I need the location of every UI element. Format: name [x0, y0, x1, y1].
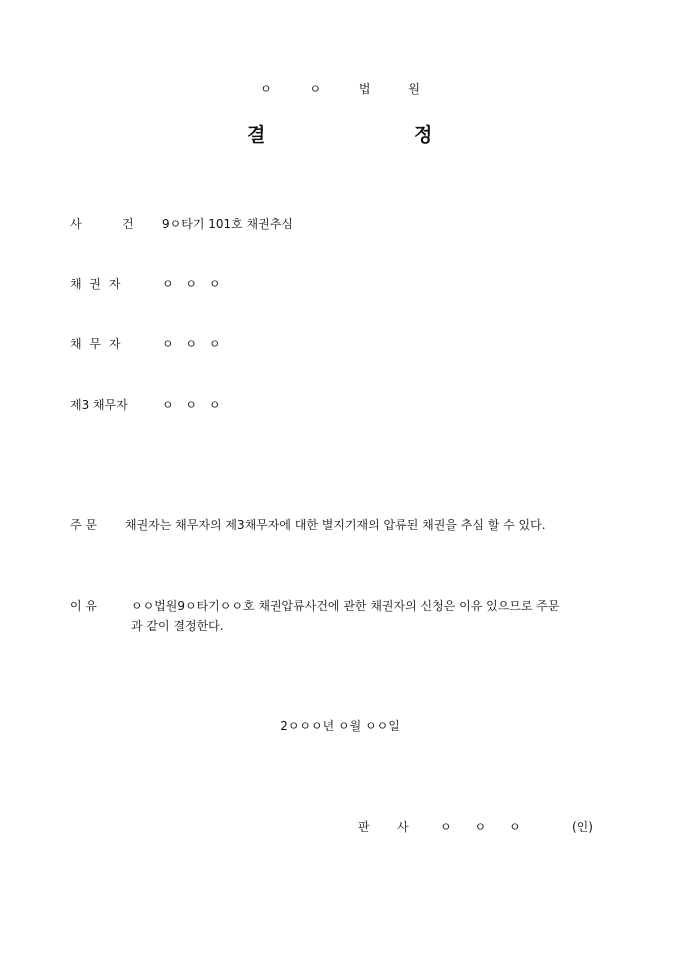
judge-label-a: 판	[358, 820, 370, 834]
creditor-name: ㅇ ㅇ ㅇ	[162, 277, 221, 291]
reason-label: 이 유	[70, 599, 97, 613]
case-label-a: 사	[70, 217, 82, 231]
judge-name: ㅇ ㅇ ㅇ	[440, 820, 521, 834]
third-debtor-label: 제3 채무자	[70, 398, 128, 412]
court-name-part: ㅇ	[309, 82, 322, 96]
judge-label-b: 사	[397, 820, 409, 834]
order-label: 주 문	[70, 518, 97, 532]
court-name	[0, 80, 680, 97]
court-name-part: 원	[408, 82, 420, 96]
creditor-label: 채 권 자	[70, 277, 121, 291]
court-name-part: 법	[358, 82, 371, 96]
debtor-name: ㅇ ㅇ ㅇ	[162, 337, 221, 351]
debtor-label: 채 무 자	[70, 337, 121, 351]
document-title-left: 결	[247, 124, 266, 146]
case-number: 9ㅇ타기 101호 채권추심	[162, 217, 293, 231]
order-text: 채권자는 채무자의 제3채무자에 대한 별지기재의 압류된 채권을 추심 할 수 있다.	[125, 518, 546, 532]
reason-text-line2: 과 같이 결정한다.	[131, 619, 224, 633]
reason-text-line1: ㅇㅇ법원9ㅇ타기ㅇㅇ호 채권압류사건에 관한 채권자의 신청은 이유 있으므로 주문	[131, 599, 560, 613]
case-label-b: 건	[122, 217, 134, 231]
decision-date: 2ㅇㅇㅇ년 ㅇ월 ㅇㅇ일	[280, 719, 400, 733]
third-debtor-name: ㅇ ㅇ ㅇ	[162, 398, 221, 412]
document-title-right: 정	[414, 124, 433, 146]
court-name-part: ㅇ	[260, 82, 272, 96]
judge-seal: (인)	[572, 820, 593, 834]
